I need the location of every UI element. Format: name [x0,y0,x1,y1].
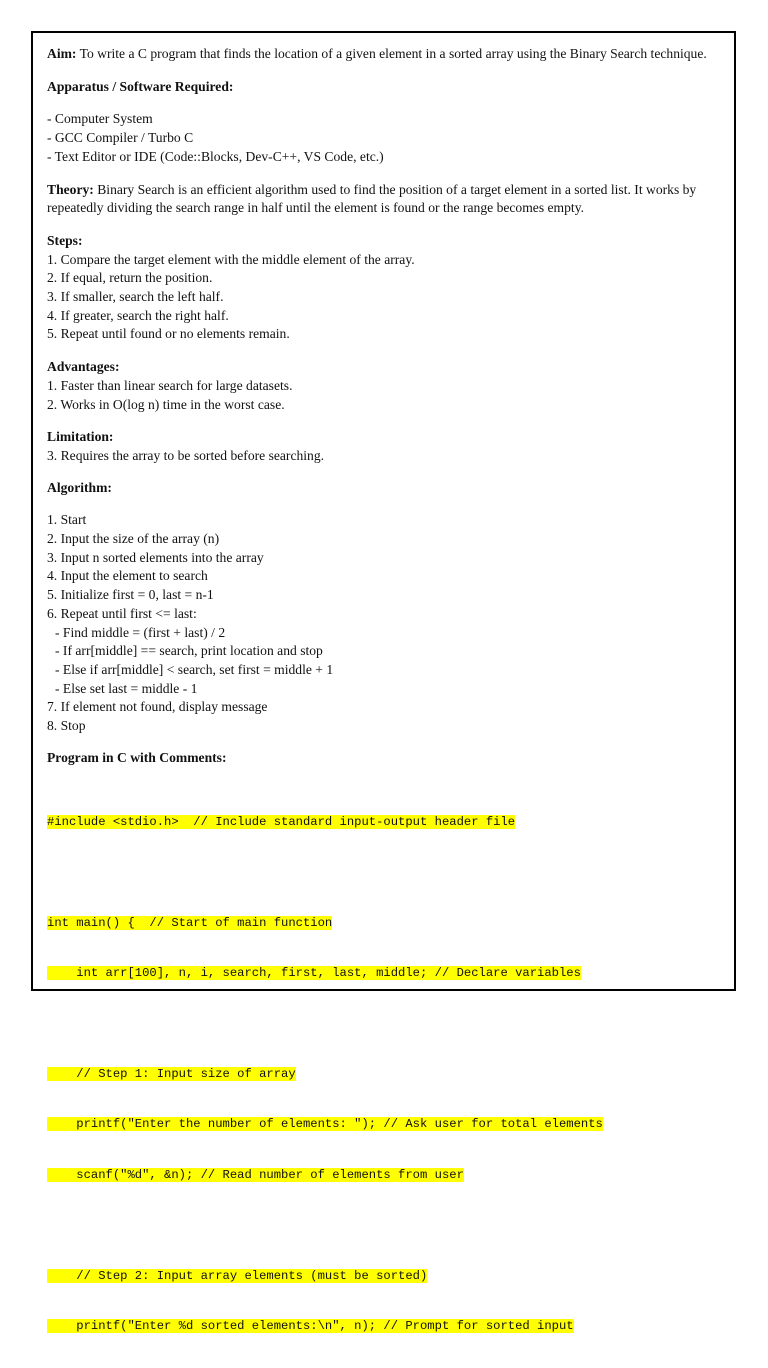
algorithm-step: 7. If element not found, display message [47,698,727,717]
advantage-item: 2. Works in O(log n) time in the worst case. [47,396,727,415]
algorithm-substep: - Find middle = (first + last) / 2 [47,624,727,643]
limitation-item: 3. Requires the array to be sorted before searching. [47,447,727,466]
algorithm-heading: Algorithm: [47,479,727,498]
theory-label: Theory: [47,182,94,197]
code-line: printf("Enter the number of elements: "); // Ask user for total elements [47,1117,603,1131]
code-line: int arr[100], n, i, search, first, last, middle; // Declare variables [47,966,581,980]
steps-heading: Steps: [47,232,727,251]
code-line: scanf("%d", &n); // Read number of elements from user [47,1168,464,1182]
limitation-heading: Limitation: [47,428,727,447]
program-heading: Program in C with Comments: [47,749,727,768]
theory-line-2: repeatedly dividing the search range in half until the element is found or the range becomes empty. [47,199,727,218]
code-line: #include <stdio.h> // Include standard input-output header file [47,815,515,829]
advantages-heading: Advantages: [47,358,727,377]
aim-paragraph [47,45,727,64]
algorithm-step: 3. Input n sorted elements into the array [47,549,727,568]
code-line: int main() { // Start of main function [47,916,332,930]
algorithm-step: 6. Repeat until first <= last: [47,605,727,624]
algorithm-substep: - Else set last = middle - 1 [47,680,727,699]
step-item: 1. Compare the target element with the middle element of the array. [47,251,727,270]
apparatus-item: - Text Editor or IDE (Code::Blocks, Dev-C++, VS Code, etc.) [47,148,727,167]
code-block [47,781,727,1368]
algorithm-step: 8. Stop [47,717,727,736]
algorithm-step: 2. Input the size of the array (n) [47,530,727,549]
apparatus-item: - Computer System [47,110,727,129]
advantage-item: 1. Faster than linear search for large datasets. [47,377,727,396]
step-item: 4. If greater, search the right half. [47,307,727,326]
apparatus-item: - GCC Compiler / Turbo C [47,129,727,148]
apparatus-heading: Apparatus / Software Required: [47,78,727,97]
code-line: // Step 1: Input size of array [47,1067,296,1081]
page-frame [31,31,736,991]
step-item: 5. Repeat until found or no elements remain. [47,325,727,344]
aim-label: Aim: [47,46,76,61]
code-line: // Step 2: Input array elements (must be sorted) [47,1269,427,1283]
algorithm-substep: - Else if arr[middle] < search, set first = middle + 1 [47,661,727,680]
code-line: printf("Enter %d sorted elements:\n", n); // Prompt for sorted input [47,1319,574,1333]
algorithm-substep: - If arr[middle] == search, print location and stop [47,642,727,661]
step-item: 2. If equal, return the position. [47,269,727,288]
theory-line-1: Binary Search is an efficient algorithm used to find the position of a target element in a sorted list. It works by [94,182,696,197]
theory-paragraph [47,181,727,200]
algorithm-step: 4. Input the element to search [47,567,727,586]
algorithm-step: 5. Initialize first = 0, last = n-1 [47,586,727,605]
document-body [47,45,727,1368]
step-item: 3. If smaller, search the left half. [47,288,727,307]
aim-text: To write a C program that finds the location of a given element in a sorted array using the Binary Search technique. [76,46,706,61]
algorithm-step: 1. Start [47,511,727,530]
